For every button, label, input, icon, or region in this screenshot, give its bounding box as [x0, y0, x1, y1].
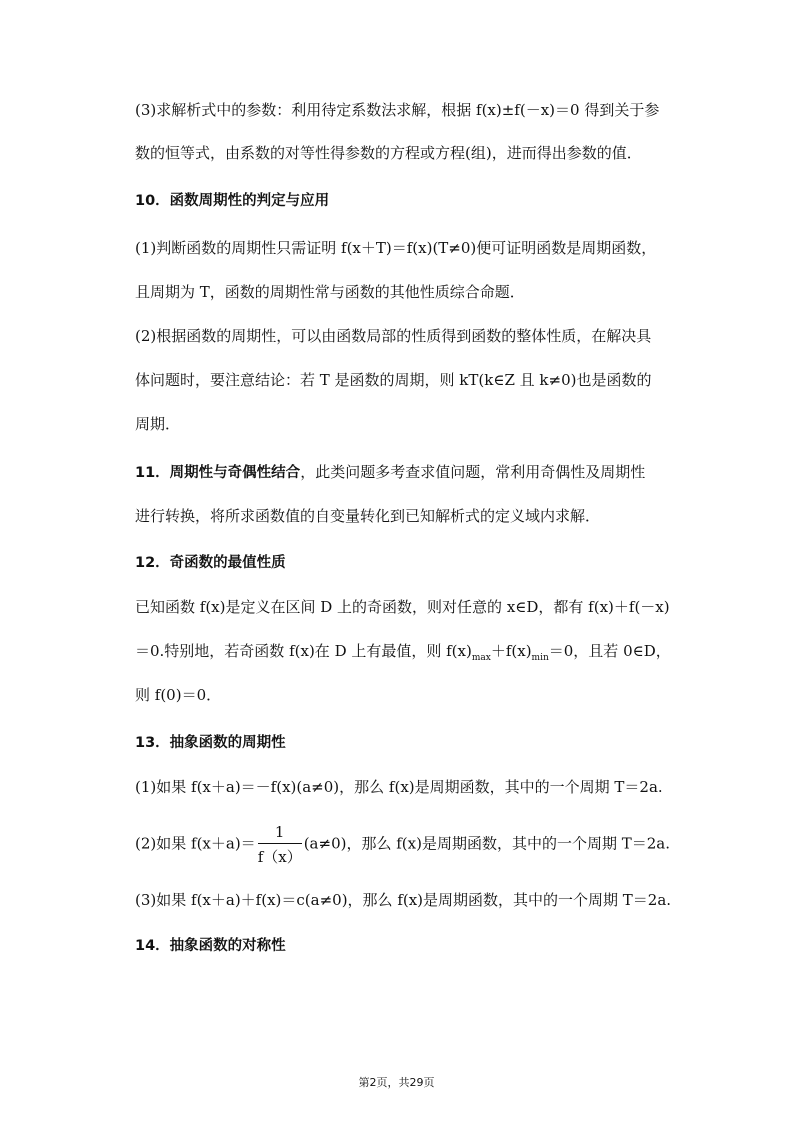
- para-12-text-a: ＝0.特别地，若奇函数 f(x)在 D 上有最值，则 f(x): [135, 642, 472, 660]
- subscript-min: min: [531, 653, 549, 663]
- para-13-1: (1)如果 f(x＋a)＝－f(x)(a≠0)，那么 f(x)是周期函数，其中的一个周期 T＝2a.: [135, 778, 663, 796]
- para-11-text: ，此类问题多考查求值问题，常利用奇偶性及周期性: [300, 463, 646, 481]
- para-13-2-text-b: (a≠0)，那么 f(x)是周期函数，其中的一个周期 T＝2a.: [303, 834, 670, 853]
- heading-12: 12．奇函数的最值性质: [135, 555, 286, 571]
- heading-14: 14．抽象函数的对称性: [135, 938, 286, 954]
- para-12-line1: 已知函数 f(x)是定义在区间 D 上的奇函数，则对任意的 x∈D，都有 f(x)＋f(－x): [135, 598, 670, 616]
- heading-11: 11．周期性与奇偶性结合: [135, 465, 301, 481]
- para-12-text-c: ＝0，且若 0∈D，: [548, 642, 671, 660]
- page-footer: 第2页，共29页: [358, 1076, 435, 1089]
- para-11-line2: 进行转换，将所求函数值的自变量转化到已知解析式的定义域内求解．: [135, 507, 601, 525]
- fraction: [258, 822, 302, 867]
- para-10-1-line1: (1)判断函数的周期性只需证明 f(x＋T)＝f(x)(T≠0)便可证明函数是周期函数，: [135, 239, 657, 257]
- fraction-numerator: 1: [258, 822, 302, 844]
- para-13-2: [135, 822, 670, 867]
- para-10-2-line2: 体问题时，要注意结论：若 T 是函数的周期，则 kT(k∈Z 且 k≠0)也是函数的: [135, 371, 652, 389]
- para-13-3: (3)如果 f(x＋a)＋f(x)＝c(a≠0)，那么 f(x)是周期函数，其中的一个周期 T＝2a.: [135, 891, 672, 909]
- heading-10: 10．函数周期性的判定与应用: [135, 193, 330, 209]
- fraction-denominator: f（x）: [257, 848, 302, 866]
- para-3-line2: 数的恒等式，由系数的对等性得参数的方程或方程(组)，进而得出参数的值．: [135, 144, 642, 162]
- para-13-2-text-a: (2)如果 f(x＋a)＝: [135, 834, 256, 853]
- para-10-1-line2: 且周期为 T，函数的周期性常与函数的其他性质综合命题．: [135, 283, 525, 301]
- para-11-line1: [135, 462, 645, 483]
- subscript-max: max: [471, 653, 491, 663]
- para-10-2-line1: (2)根据函数的周期性，可以由函数局部的性质得到函数的整体性质，在解决具: [135, 327, 652, 345]
- para-10-2-line3: 周期．: [135, 415, 181, 433]
- heading-13: 13．抽象函数的周期性: [135, 735, 286, 751]
- para-3-line1: (3)求解析式中的参数：利用待定系数法求解，根据 f(x)±f(－x)＝0 得到关于参: [135, 101, 660, 119]
- para-12-text-b: ＋f(x): [490, 642, 532, 660]
- para-12-line3: 则 f(0)＝0．: [135, 686, 222, 704]
- para-12-line2: [135, 641, 671, 668]
